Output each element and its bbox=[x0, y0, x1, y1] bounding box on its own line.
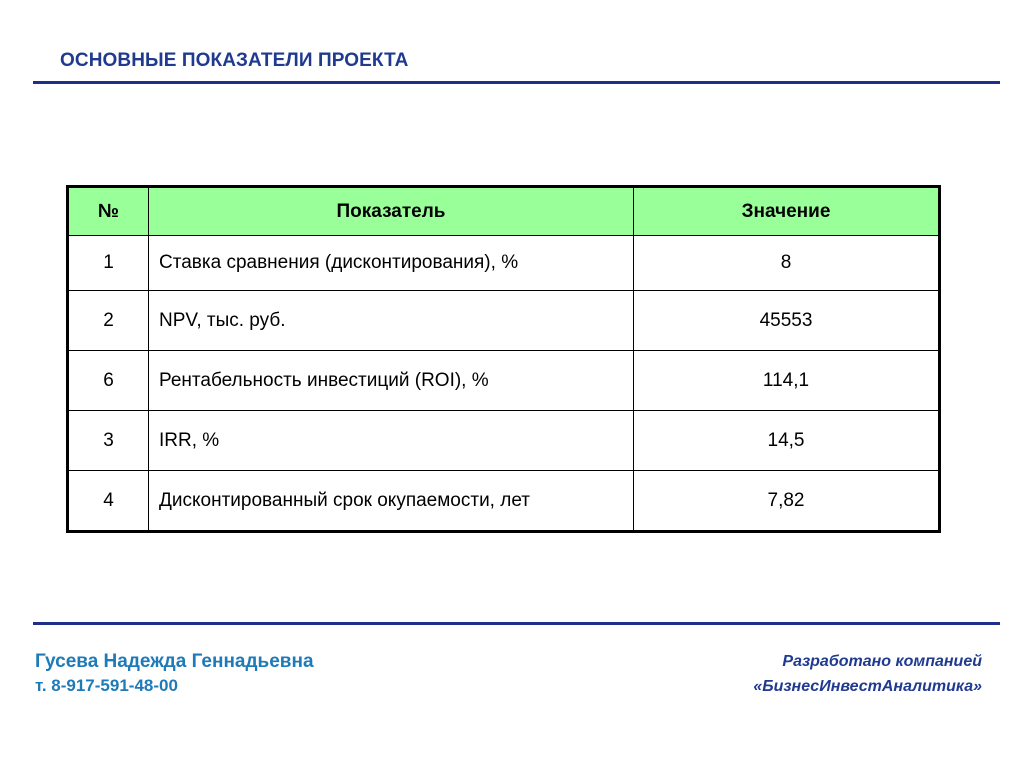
row-indicator: IRR, % bbox=[149, 411, 634, 471]
row-value: 8 bbox=[634, 236, 940, 291]
author-phone: т. 8-917-591-48-00 bbox=[35, 676, 178, 695]
row-number: 2 bbox=[68, 291, 149, 351]
bottom-divider bbox=[33, 622, 1000, 625]
column-header-value: Значение bbox=[634, 187, 940, 236]
row-value: 45553 bbox=[634, 291, 940, 351]
table-row bbox=[68, 351, 940, 411]
row-value: 7,82 bbox=[634, 471, 940, 532]
row-number: 3 bbox=[68, 411, 149, 471]
row-number: 1 bbox=[68, 236, 149, 291]
row-value: 14,5 bbox=[634, 411, 940, 471]
top-divider bbox=[33, 81, 1000, 84]
row-indicator: Рентабельность инвестиций (ROI), % bbox=[149, 351, 634, 411]
row-number: 6 bbox=[68, 351, 149, 411]
column-header-indicator: Показатель bbox=[149, 187, 634, 236]
author-name: Гусева Надежда Геннадьевна bbox=[35, 651, 314, 672]
table-row bbox=[68, 291, 940, 351]
developer-company: «БизнесИнвестАналитика» bbox=[753, 678, 982, 695]
table-row bbox=[68, 471, 940, 532]
developer-caption: Разработано компанией bbox=[782, 653, 982, 670]
table-row bbox=[68, 411, 940, 471]
row-value: 114,1 bbox=[634, 351, 940, 411]
table-header-row bbox=[68, 187, 940, 236]
table-row bbox=[68, 236, 940, 291]
row-indicator: NPV, тыс. руб. bbox=[149, 291, 634, 351]
row-number: 4 bbox=[68, 471, 149, 532]
page-title: ОСНОВНЫЕ ПОКАЗАТЕЛИ ПРОЕКТА bbox=[60, 50, 409, 71]
row-indicator: Ставка сравнения (дисконтирования), % bbox=[149, 236, 634, 291]
row-indicator: Дисконтированный срок окупаемости, лет bbox=[149, 471, 634, 532]
project-metrics-table bbox=[66, 185, 941, 533]
column-header-number: № bbox=[68, 187, 149, 236]
